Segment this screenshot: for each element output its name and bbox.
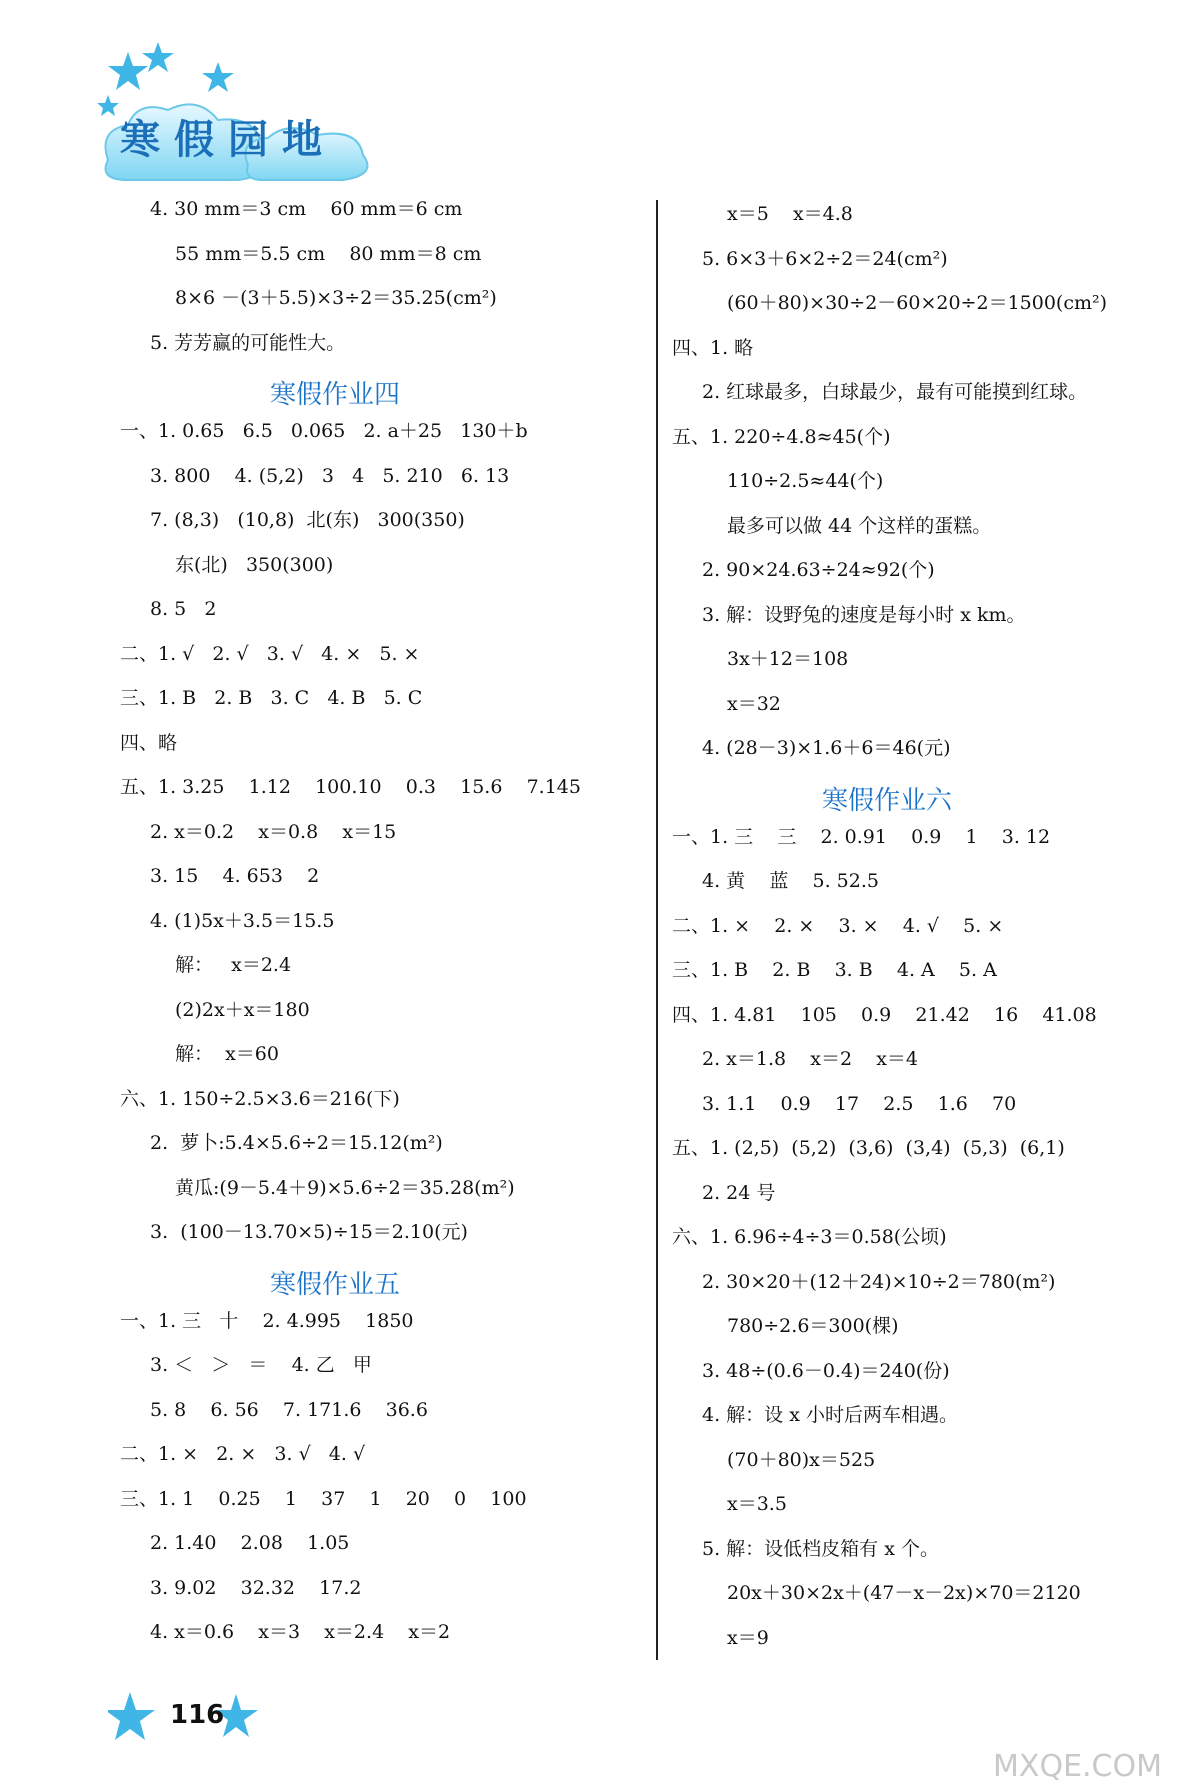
- answer-line: x＝3.5: [727, 1493, 787, 1515]
- header-title: 寒假园地: [120, 117, 336, 163]
- answer-line: 3x＋12＝108: [727, 648, 849, 670]
- answer-line: 2. 萝卜:5.4×5.6÷2＝15.12(m²): [150, 1132, 443, 1154]
- answer-line: 东(北) 350(300): [175, 553, 334, 576]
- answer-line: 六、1. 150÷2.5×3.6＝216(下): [120, 1087, 400, 1110]
- column-divider: [656, 200, 658, 1660]
- answer-line: 3. 1.1 0.9 17 2.5 1.6 70: [702, 1092, 1017, 1115]
- answer-line: 4. 30 mm＝3 cm 60 mm＝6 cm: [150, 198, 463, 220]
- answer-line: 3. 解：设野兔的速度是每小时 x km。: [702, 603, 1026, 626]
- answer-line: 110÷2.5≈44(个): [727, 470, 884, 492]
- answer-line: 3. (100－13.70×5)÷15＝2.10(元): [150, 1221, 468, 1243]
- answer-line: 2. 30×20＋(12＋24)×10÷2＝780(m²): [702, 1270, 1056, 1293]
- section-title: 寒假作业六: [822, 785, 953, 816]
- answer-line: 5. 解：设低档皮箱有 x 个。: [702, 1537, 939, 1560]
- answer-line: 3. 800 4. (5,2) 3 4 5. 210 6. 13: [150, 464, 510, 487]
- section-title: 寒假作业四: [270, 380, 401, 410]
- answer-line: 五、1. 3.25 1.12 100.10 0.3 15.6 7.145: [120, 776, 581, 798]
- answer-line: x＝5 x＝4.8: [727, 203, 853, 225]
- answer-line: 一、1. 0.65 6.5 0.065 2. a＋25 130＋b: [120, 420, 528, 442]
- answer-line: 7. (8,3) (10,8) 北(东) 300(350): [150, 509, 465, 531]
- answer-line: 20x＋30×2x＋(47－x－2x)×70＝2120: [727, 1582, 1081, 1604]
- answer-line: 最多可以做 44 个这样的蛋糕。: [727, 514, 992, 537]
- answer-line: 3. ＜ ＞ ＝ 4. 乙 甲: [150, 1354, 372, 1376]
- answer-line: 三、1. B 2. B 3. B 4. A 5. A: [672, 959, 997, 981]
- answer-line: 三、1. 1 0.25 1 37 1 20 0 100: [120, 1487, 527, 1510]
- answer-line: 5. 8 6. 56 7. 171.6 36.6: [150, 1398, 428, 1421]
- answer-line: 黄瓜:(9－5.4＋9)×5.6÷2＝35.28(m²): [175, 1176, 515, 1199]
- answer-line: (60＋80)×30÷2－60×20÷2＝1500(cm²): [727, 292, 1108, 314]
- answer-line: 三、1. B 2. B 3. C 4. B 5. C: [120, 687, 423, 709]
- watermark: MXQE.COM: [993, 1749, 1162, 1784]
- answer-line: 3. 15 4. 653 2: [150, 865, 320, 887]
- answer-line: 3. 48÷(0.6－0.4)＝240(份): [702, 1359, 950, 1382]
- answer-line: 4. 解：设 x 小时后两车相遇。: [702, 1404, 958, 1426]
- answer-line: x＝9: [727, 1626, 769, 1649]
- answer-line: 2. 1.40 2.08 1.05: [150, 1532, 350, 1554]
- answer-line: 四、1. 略: [672, 336, 754, 359]
- answer-line: 二、1. √ 2. √ 3. √ 4. × 5. ×: [120, 642, 420, 665]
- answer-line: 4. x＝0.6 x＝3 x＝2.4 x＝2: [150, 1621, 451, 1643]
- answer-line: 4. (1)5x＋3.5＝15.5: [150, 909, 335, 932]
- answer-line: 六、1. 6.96÷4÷3＝0.58(公顷): [672, 1226, 947, 1248]
- answer-line: 二、1. × 2. × 3. √ 4. √: [120, 1443, 366, 1465]
- answer-line: 8. 5 2: [150, 598, 217, 620]
- answer-line: (2)2x＋x＝180: [175, 998, 310, 1021]
- answer-line: 2. 90×24.63÷24≈92(个): [702, 559, 935, 581]
- answer-line: 解： x＝60: [175, 1043, 279, 1065]
- answer-line: 4. (28－3)×1.6＋6＝46(元): [702, 737, 951, 759]
- answer-line: 2. x＝1.8 x＝2 x＝4: [702, 1048, 919, 1070]
- answer-line: 解： x＝2.4: [175, 954, 292, 976]
- answer-line: 3. 9.02 32.32 17.2: [150, 1576, 362, 1599]
- answer-line: 四、略: [120, 731, 178, 754]
- answer-line: 五、1. 220÷4.8≈45(个): [672, 425, 891, 448]
- answer-line: 四、1. 4.81 105 0.9 21.42 16 41.08: [672, 1003, 1097, 1026]
- answer-line: 5. 6×3＋6×2÷2＝24(cm²): [702, 247, 948, 270]
- answer-line: x＝32: [727, 692, 781, 715]
- page-number: 116: [170, 1700, 225, 1730]
- answer-line: 一、1. 三 十 2. 4.995 1850: [120, 1309, 414, 1332]
- answer-line: 4. 黄 蓝 5. 52.5: [702, 870, 879, 892]
- section-title: 寒假作业五: [270, 1269, 401, 1300]
- answer-line: 五、1. (2,5) (5,2) (3,6) (3,4) (5,3) (6,1): [672, 1137, 1065, 1159]
- answer-line: 2. x＝0.2 x＝0.8 x＝15: [150, 820, 397, 843]
- answer-line: 780÷2.6＝300(棵): [727, 1315, 899, 1337]
- answer-line: 2. 红球最多，白球最少，最有可能摸到红球。: [702, 381, 1088, 403]
- answer-line: 5. 芳芳赢的可能性大。: [150, 331, 346, 354]
- answer-line: 8×6 －(3＋5.5)×3÷2＝35.25(cm²): [175, 287, 497, 309]
- answer-line: 55 mm＝5.5 cm 80 mm＝8 cm: [175, 242, 482, 265]
- answer-line: 一、1. 三 三 2. 0.91 0.9 1 3. 12: [672, 825, 1051, 848]
- answer-line: (70＋80)x＝525: [727, 1448, 876, 1471]
- answer-line: 二、1. × 2. × 3. × 4. √ 5. ×: [672, 914, 1004, 937]
- answer-line: 2. 24 号: [702, 1181, 776, 1204]
